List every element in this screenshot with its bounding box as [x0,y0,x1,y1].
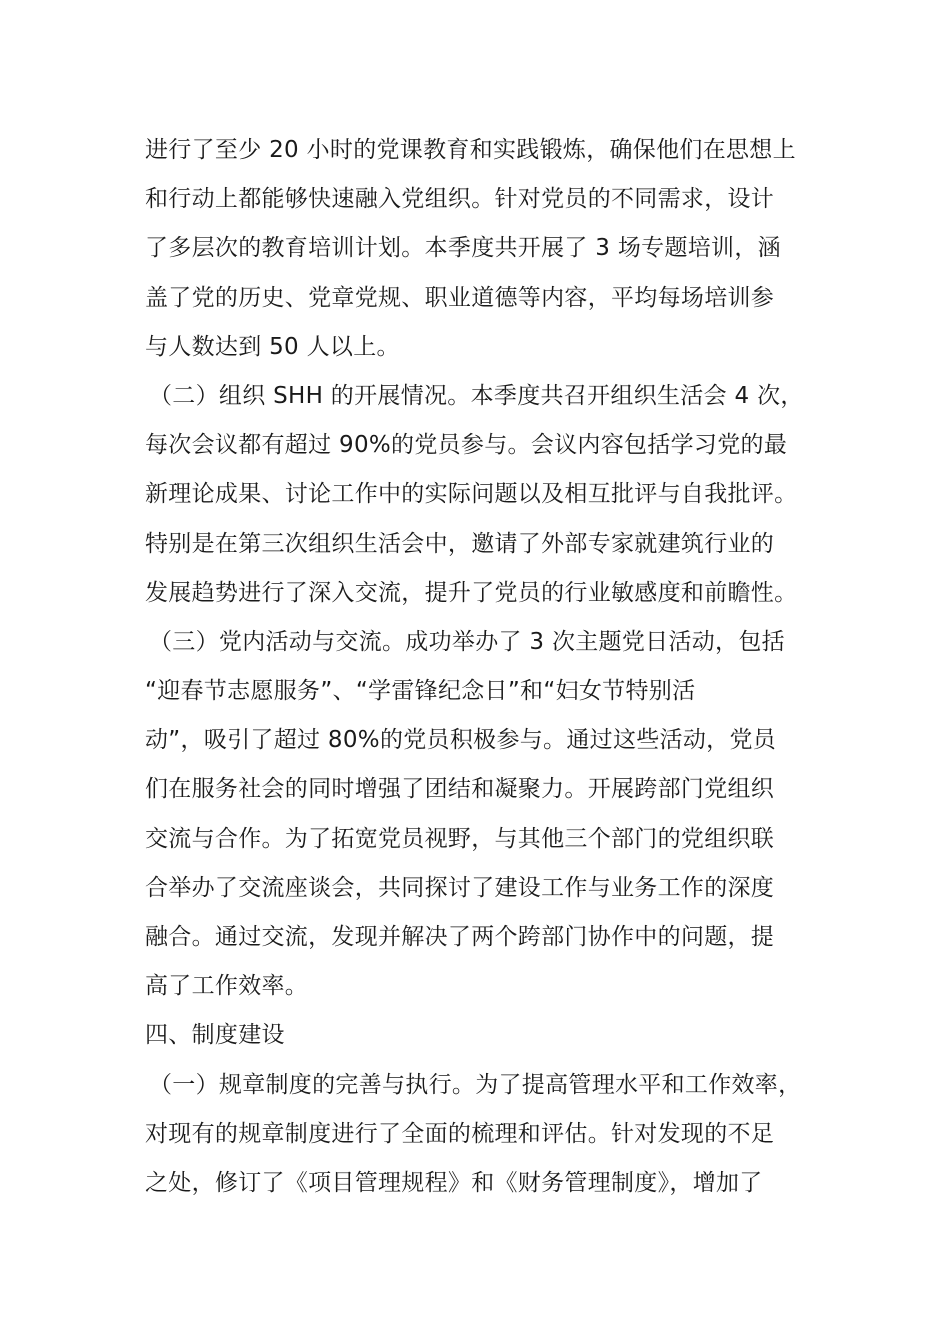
text-line: 发展趋势进行了深入交流，提升了党员的行业敏感度和前瞻性。 [145,579,798,606]
text-line: 盖了党的历史、党章党规、职业道德等内容，平均每场培训参 [145,284,775,311]
text-line: 融合。通过交流，发现并解决了两个跨部门协作中的问题，提 [145,924,775,950]
text-line: 每次会议都有超过 90%的党员参与。会议内容包括学习党的最 [145,432,788,459]
text-line: 交流与合作。为了拓宽党员视野，与其他三个部门的党组织联 [145,825,775,852]
text-line: 对现有的规章制度进行了全面的梳理和评估。针对发现的不足 [145,1120,775,1147]
text-line: 高了工作效率。 [145,973,309,1000]
text-line: 们在服务社会的同时增强了团结和凝聚力。开展跨部门党组织 [145,776,775,803]
text-line: 进行了至少 20 小时的党课教育和实践锻炼，确保他们在思想上 [145,137,796,163]
text-line: 和行动上都能够快速融入党组织。针对党员的不同需求，设计 [145,186,775,213]
text-line: 动”，吸引了超过 80%的党员积极参与。通过这些活动，党员 [145,727,777,754]
text-line: 特别是在第三次组织生活会中，邀请了外部专家就建筑行业的 [145,530,775,557]
text-line: 了多层次的教育培训计划。本季度共开展了 3 场专题培训，涵 [145,235,781,262]
section-heading-3: （三）党内活动与交流。成功举办了 3 次主题党日活动，包括 [149,628,785,655]
text-line: 新理论成果、讨论工作中的实际问题以及相互批评与自我批评。 [145,481,798,508]
chapter-heading: 四、制度建设 [145,1022,285,1049]
text-line: 与人数达到 50 人以上。 [145,333,400,360]
text-line: 之处，修订了《项目管理规程》和《财务管理制度》，增加了 [145,1169,763,1196]
document-body [145,126,845,1208]
text-line: “迎春节志愿服务”、“学雷锋纪念日”和“妇女节特别活 [145,678,696,705]
section-heading-1: （一）规章制度的完善与执行。为了提高管理水平和工作效率， [149,1071,802,1098]
section-heading-2: （二）组织 SHH 的开展情况。本季度共召开组织生活会 4 次， [149,382,804,409]
text-line: 合举办了交流座谈会，共同探讨了建设工作与业务工作的深度 [145,874,775,901]
